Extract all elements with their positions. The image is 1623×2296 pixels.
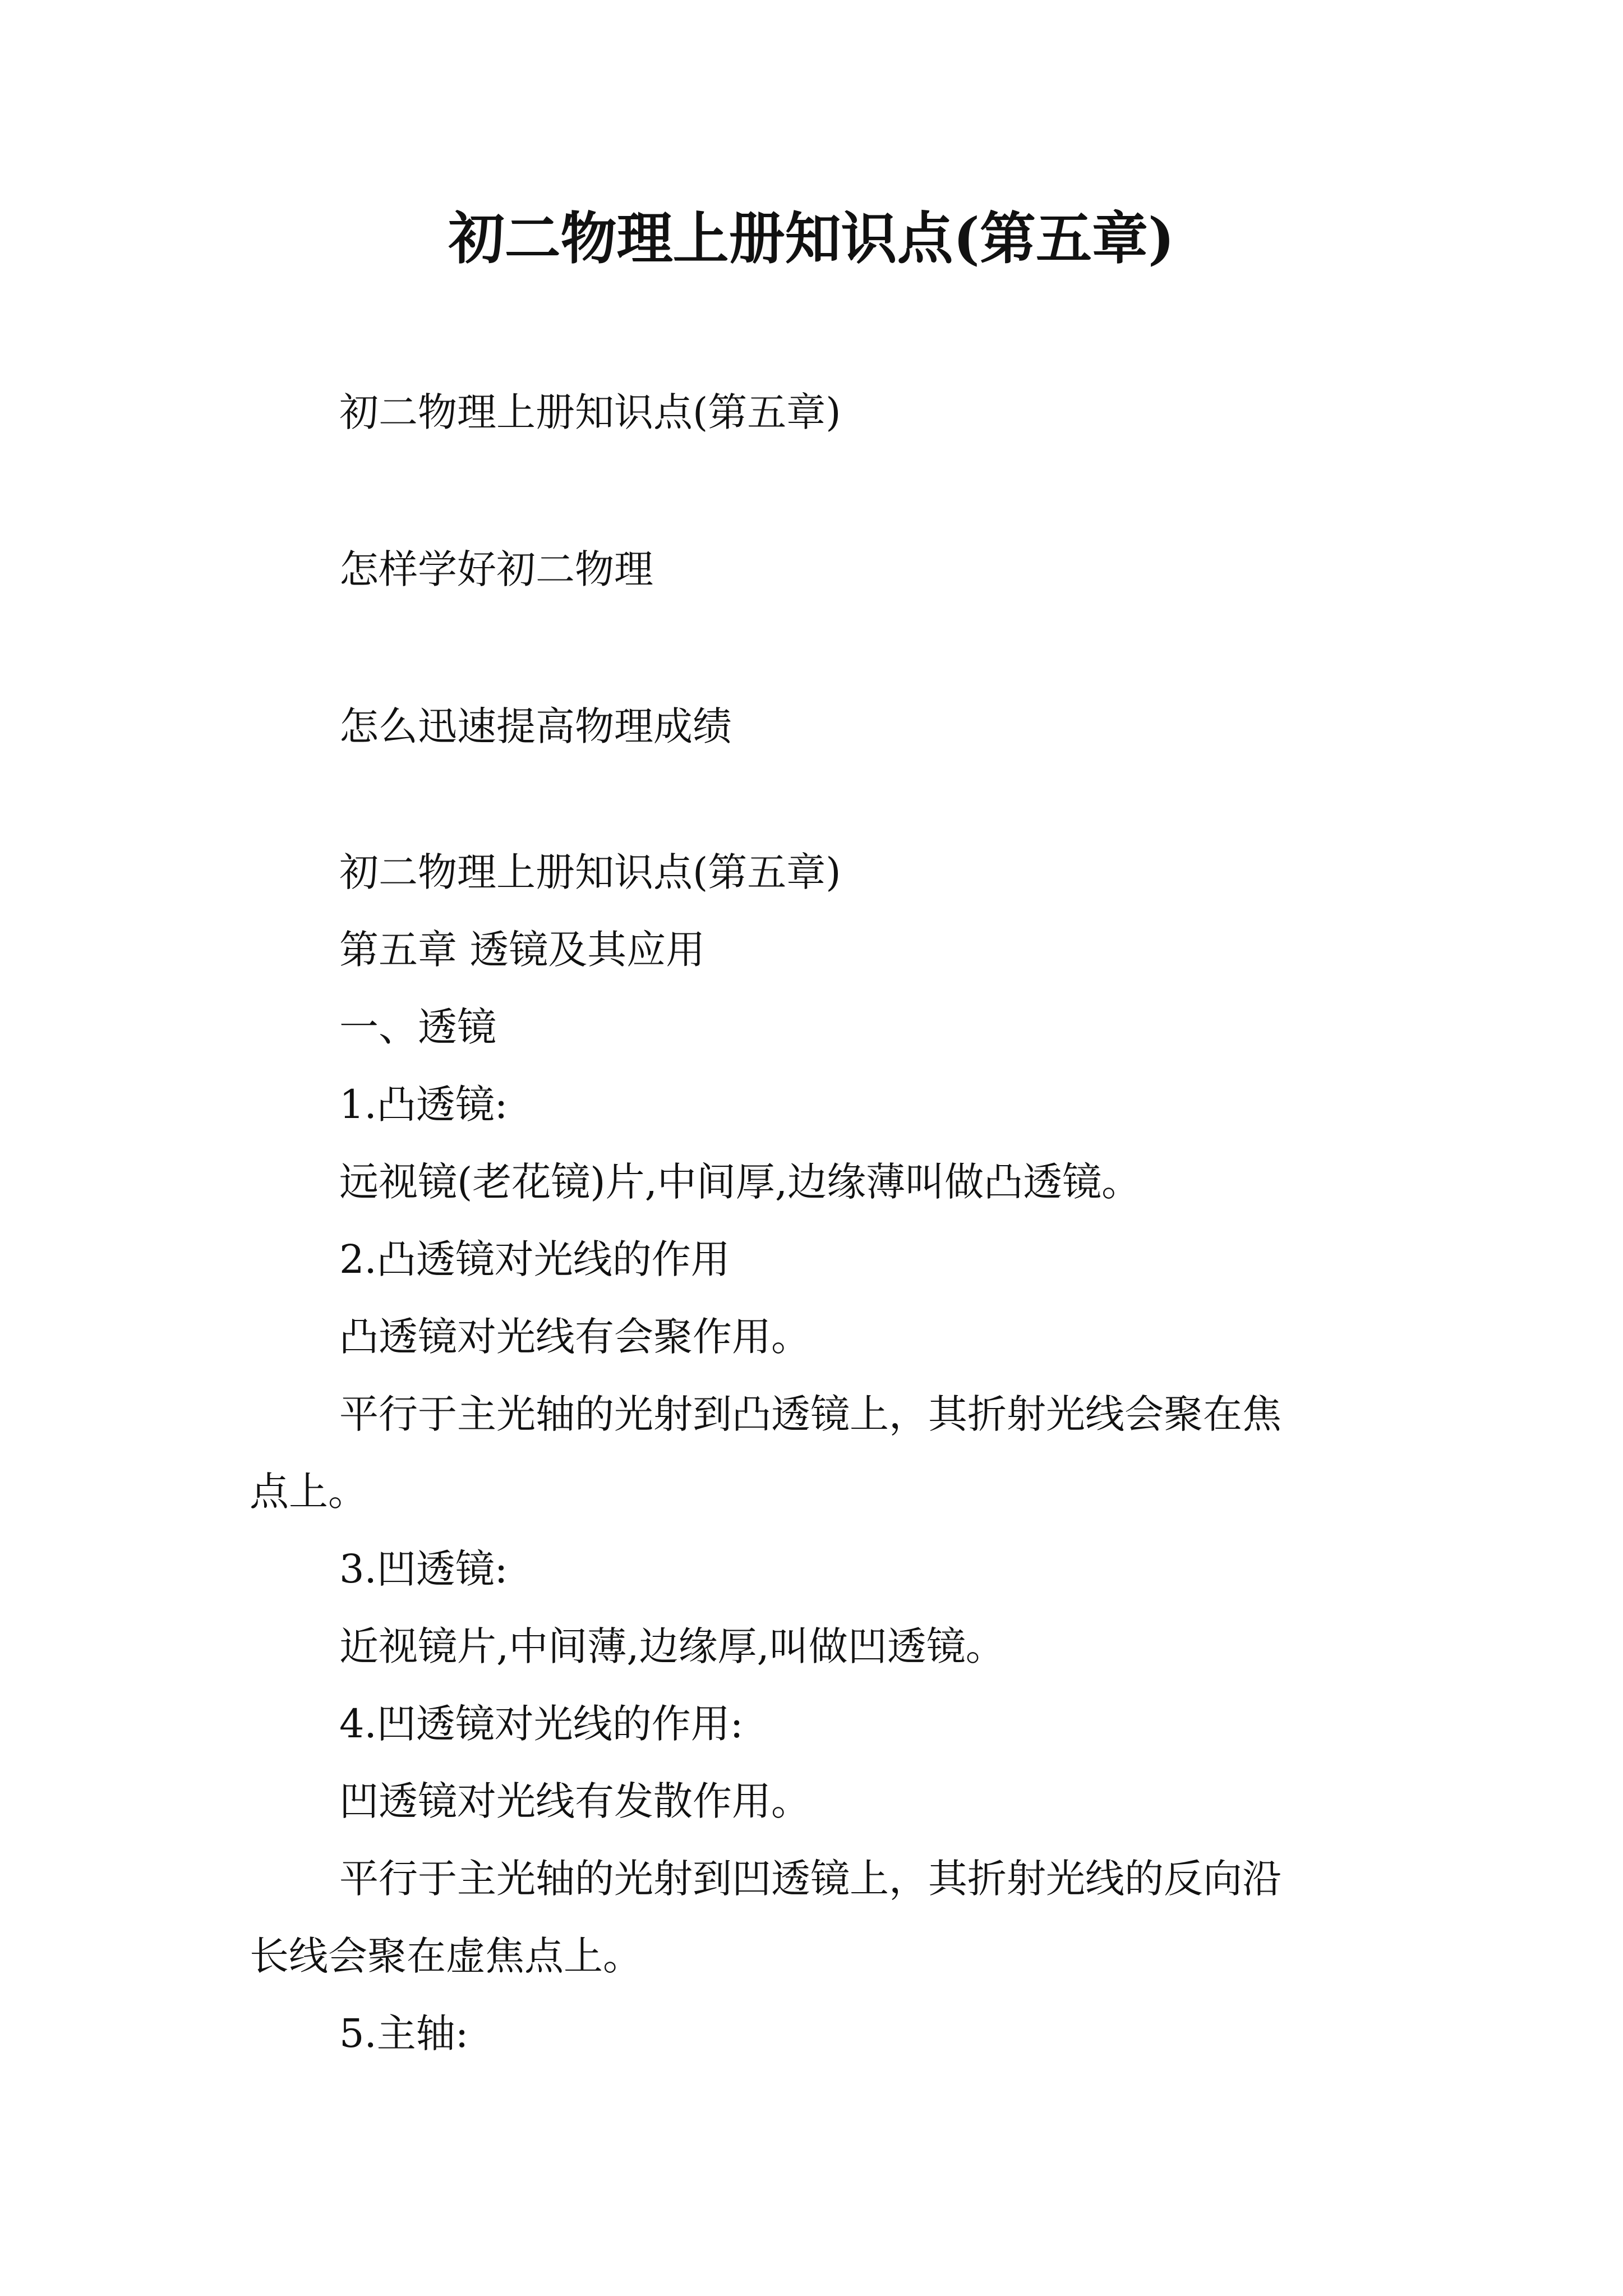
section-heading: 初二物理上册知识点(第五章) bbox=[339, 849, 841, 895]
paragraph-link-study: 怎样学好初二物理 bbox=[339, 546, 653, 592]
paragraph: 凸透镜对光线有会聚作用。 bbox=[339, 1314, 810, 1360]
item-heading: 5.主轴: bbox=[339, 2010, 469, 2056]
paragraph-continuation: 长线会聚在虚焦点上。 bbox=[250, 1933, 642, 1979]
paragraph: 平行于主光轴的光射到凸透镜上，其折射光线会聚在焦 bbox=[339, 1391, 1281, 1437]
paragraph-link-improve: 怎么迅速提高物理成绩 bbox=[339, 703, 732, 749]
paragraph: 凹透镜对光线有发散作用。 bbox=[339, 1778, 810, 1824]
document-title: 初二物理上册知识点(第五章) bbox=[448, 205, 1175, 272]
paragraph-continuation: 点上。 bbox=[250, 1469, 367, 1515]
item-heading: 1.凸透镜: bbox=[339, 1082, 508, 1128]
paragraph: 远视镜(老花镜)片,中间厚,边缘薄叫做凸透镜。 bbox=[339, 1159, 1141, 1205]
subsection-heading: 一、透镜 bbox=[339, 1004, 496, 1050]
item-heading: 3.凹透镜: bbox=[339, 1546, 508, 1592]
paragraph-heading-repeat: 初二物理上册知识点(第五章) bbox=[339, 389, 841, 435]
chapter-heading: 第五章 透镜及其应用 bbox=[339, 927, 706, 973]
paragraph: 近视镜片,中间薄,边缘厚,叫做凹透镜。 bbox=[339, 1623, 1005, 1669]
paragraph: 平行于主光轴的光射到凹透镜上，其折射光线的反向沿 bbox=[339, 1856, 1281, 1902]
item-heading: 2.凸透镜对光线的作用 bbox=[339, 1236, 730, 1282]
item-heading: 4.凹透镜对光线的作用: bbox=[339, 1701, 744, 1747]
